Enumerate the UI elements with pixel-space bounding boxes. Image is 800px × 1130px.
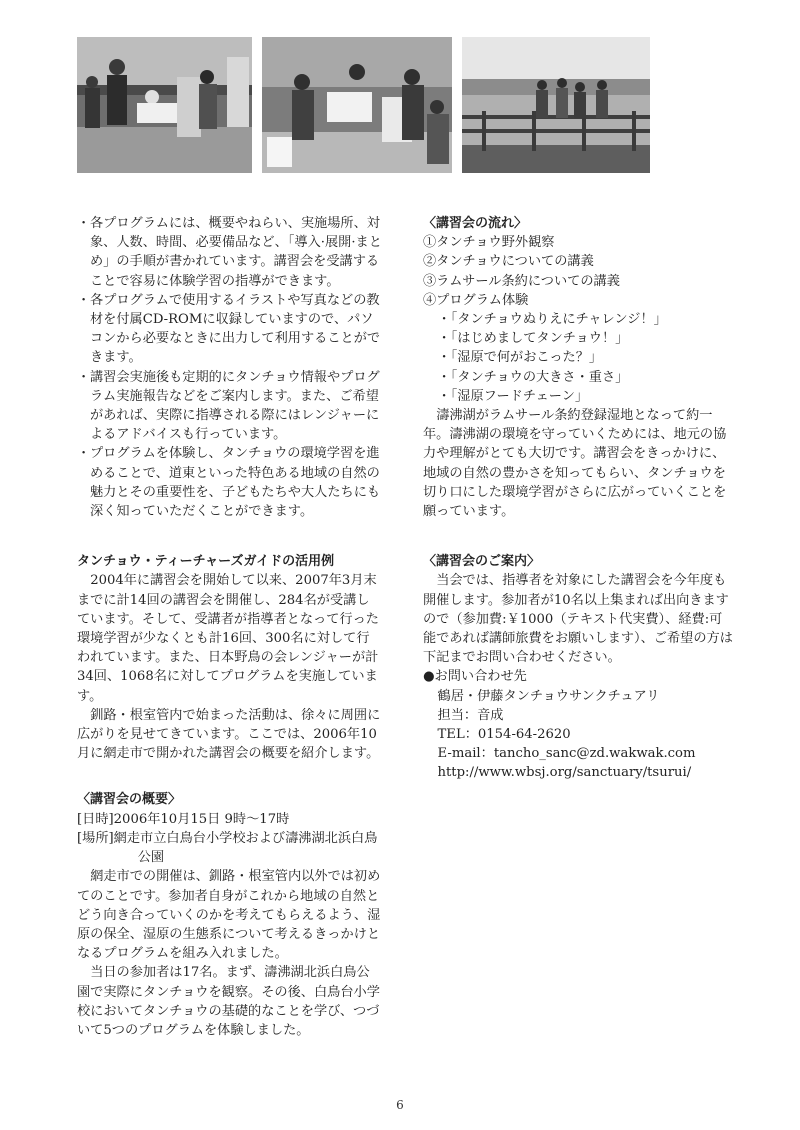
photo-lakeside-observation <box>462 37 650 173</box>
feature-list <box>77 214 382 521</box>
overview-place: [場所]網走市立白鳥台小学校および濤沸湖北浜白鳥公園 <box>77 830 378 866</box>
program-item: ・「タンチョウぬりえにチャレンジ！」 <box>437 312 667 328</box>
flow-paragraph: 濤沸湖がラムサール条約登録湿地となって約一年。濤沸湖の環境を守っていくためには、地元の協力や理解がとても大切です。講習会をきっかけに、地域の自然の豊かさを知ってもらい、タンチョウを切り口にした環境学習がさらに広がっていくことを願っています。 <box>423 408 727 520</box>
flow-item: ①タンチョウ野外観察 <box>423 235 555 251</box>
contact-email[interactable]: E-mail：tancho_sanc@zd.wakwak.com <box>437 746 696 762</box>
contact-url[interactable]: http://www.wbsj.org/sanctuary/tsurui/ <box>437 765 692 781</box>
contact-label: ●お問い合わせ先 <box>423 669 527 685</box>
photo-gym-activity <box>77 37 252 173</box>
list-item: ・ 各プログラムには、概要やねらい、実施場所、対象、人数、時間、必要備品など、「導入·展開·まとめ」の手順が書かれています。講習会を受講することで容易に体験学習の指導ができます。 <box>77 216 382 289</box>
usage-heading: タンチョウ・ティーチャーズガイドの活用例 <box>77 554 335 570</box>
flow-item: ③ラムサール条約についての講義 <box>423 273 620 289</box>
overview-heading: 〈講習会の概要〉 <box>77 792 182 808</box>
photo-classroom-group <box>262 37 452 173</box>
flow-item: ④プログラム体験 <box>423 292 529 308</box>
flow-item: ②タンチョウについての講義 <box>423 254 594 270</box>
flow-heading: 〈講習会の流れ〉 <box>423 216 528 231</box>
left-column <box>77 214 382 1040</box>
list-item: ・ 講習会実施後も定期的にタンチョウ情報やプログラム実施報告などをご案内します。また、ご希望があれば、実際に指導される際にはレンジャーによるアドバイスも行っています。 <box>77 369 380 443</box>
usage-paragraph-2: 釧路・根室管内で始まった活動は、徐々に周囲に広がりを見せてきています。ここでは、2006年10月に網走市で開かれた講習会の概要を紹介します。 <box>77 707 381 762</box>
overview-date: [日時]2006年10月15日 9時～17時 <box>77 811 290 827</box>
usage-paragraph-1: 2004年に講習会を開始して以来、2007年3月末までに計14回の講習会を開催し、284名が受講しています。そして、受講者が指導者となって行った環境学習が少なくとも計16回、300名に対して行われています。また、日本野鳥の会レンジャーが計34回、1068名に対してプログラムを実施しています。 <box>77 573 379 704</box>
contact-organization: 鶴居・伊藤タンチョウサンクチュアリ <box>437 688 660 704</box>
list-item: ・ 各プログラムで使用するイラストや写真などの教材を付属CD-ROMに収録していますので、パソコンから必要なときに出力して利用することができます。 <box>77 292 381 366</box>
program-item: ・「湿原で何がおこった？」 <box>437 350 603 366</box>
right-column <box>423 214 733 783</box>
program-item: ・「はじめましてタンチョウ！」 <box>437 331 629 347</box>
program-item: ・「湿原フードチェーン」 <box>437 388 589 404</box>
page-number: 6 <box>396 1098 404 1112</box>
contact-tel: TEL：0154-64-2620 <box>437 727 571 743</box>
contact-person: 担当：音成 <box>437 707 504 723</box>
list-item: ・ プログラムを体験し、タンチョウの環境学習を進めることで、道東といった特色ある地域の自然の魅力とその重要性を、子どもたちや大人たちにも深く知っていただくことができます。 <box>77 446 381 520</box>
overview-paragraph-1: 網走市での開催は、釧路・根室管内以外では初めてのことです。参加者自身がこれから地域の自然とどう向き合っていくのかを考えてもらえるよう、湿原の保全、湿原の生態系について考えるきっかけとなるプログラムを組み入れました。 <box>77 869 381 962</box>
guide-paragraph: 当会では、指導者を対象にした講習会を今年度も開催します。参加者が10名以上集まれば出向きますので（参加費:￥1000（テキスト代実費）、経費:可能であれば講師旅費をお願いします）、ご希望の方は下記までお問い合わせください。 <box>423 573 733 666</box>
program-item: ・「タンチョウの大きさ・重さ」 <box>437 369 629 385</box>
guide-heading: 〈講習会のご案内〉 <box>423 554 541 570</box>
overview-paragraph-2: 当日の参加者は17名。まず、濤沸湖北浜白鳥公園で実際にタンチョウを観察。その後、白鳥台小学校においてタンチョウの基礎的なことを学び、つづいて5つのプログラムを体験しました。 <box>77 965 380 1038</box>
